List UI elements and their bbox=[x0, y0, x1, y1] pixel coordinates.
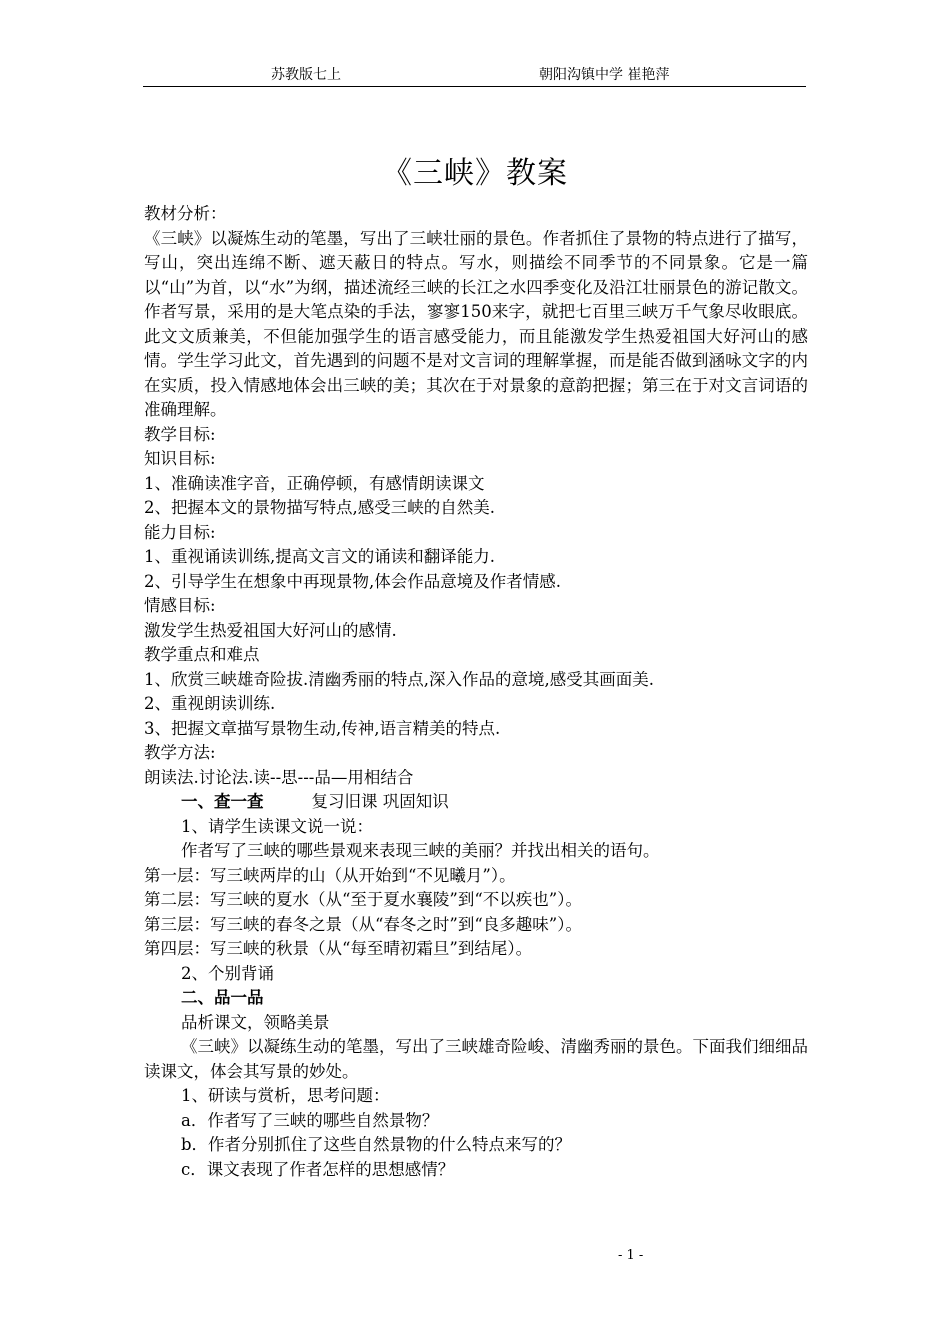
knowledge-item: 2、把握本文的景物描写特点,感受三峡的自然美. bbox=[144, 498, 495, 517]
emotion-text: 激发学生热爱祖国大好河山的感情. bbox=[144, 620, 397, 640]
section2-step1: 1、研读与赏析，思考问题： bbox=[181, 1086, 390, 1105]
header-right: 朝阳沟镇中学 崔艳萍 bbox=[539, 67, 670, 83]
page-number: - 1 - bbox=[618, 1248, 644, 1263]
section2-title: 二、品一品 bbox=[181, 988, 264, 1007]
method-text: 朗读法.讨论法.读--思---品—用相结合 bbox=[144, 767, 414, 787]
key-points-heading: 教学重点和难点 bbox=[144, 645, 260, 664]
question-item: b．作者分别抓住了这些自然景物的什么特点来写的？ bbox=[181, 1135, 572, 1154]
layer-item: 第一层：写三峡两岸的山（从开始到“不见曦月”）。 bbox=[144, 865, 516, 885]
layer-item: 第三层：写三峡的春冬之景（从“春冬之时”到“良多趣味”）。 bbox=[144, 914, 582, 934]
section1-step2: 2、个别背诵 bbox=[181, 963, 274, 983]
section1-step1: 1、请学生读课文说一说： bbox=[181, 816, 373, 836]
layer-item: 第四层：写三峡的秋景（从“每至晴初霜旦”到结尾）。 bbox=[144, 939, 533, 958]
analysis-text: 《三峡》以凝炼生动的笔墨，写出了三峡壮丽的景色。作者抓住了景物的特点进行了描写，写山，突出连绵不断、遮天蔽日的特点。写水，则描绘不同季节的不同景象。它是一篇以“山”为首，以“水”为纲，描述流经三峡的长江之水四季变化及沿江壮丽景色的游记散文。作者写景，采用的是大笔点染的手法，寥寥150来字，就把七百里三峡万千气象尽收眼底。此文文质兼美，不但能加强学生的语言感受能力，而且能激发学生热爱祖国大好河山的感情。学生学习此文，首先遇到的问题不是对文言词的理解掌握，而是能否做到涵咏文字的内在实质，投入情感地体会出三峡的美；其次在于对景象的意韵把握；第三在于对文言词语的准确理解。 bbox=[144, 228, 808, 419]
knowledge-heading: 知识目标: bbox=[144, 449, 216, 468]
goals-heading: 教学目标: bbox=[144, 424, 216, 444]
section1-subtitle: 复习旧课 巩固知识 bbox=[311, 792, 449, 811]
method-heading: 教学方法: bbox=[144, 743, 216, 762]
section1-title: 一、查一查 bbox=[181, 792, 264, 811]
page-header bbox=[143, 64, 806, 87]
document-title: 《三峡》教案 bbox=[382, 156, 568, 191]
ability-heading: 能力目标: bbox=[144, 522, 216, 542]
question-item: a．作者写了三峡的哪些自然景物？ bbox=[181, 1110, 439, 1130]
ability-item: 1、重视诵读训练,提高文言文的诵读和翻译能力. bbox=[144, 547, 495, 566]
emotion-heading: 情感目标: bbox=[144, 596, 216, 615]
section1-heading bbox=[144, 790, 808, 815]
knowledge-item: 1、准确读准字音，正确停顿，有感情朗读课文 bbox=[144, 473, 485, 493]
key-point-item: 1、欣赏三峡雄奇险拔.清幽秀丽的特点,深入作品的意境,感受其画面美. bbox=[144, 669, 654, 689]
document-body bbox=[144, 202, 808, 1182]
header-left: 苏教版七上 bbox=[271, 67, 341, 83]
key-point-item: 2、重视朗读训练. bbox=[144, 694, 276, 713]
analysis-heading: 教材分析： bbox=[144, 204, 227, 223]
section2-text: 《三峡》以凝练生动的笔墨，写出了三峡雄奇险峻、清幽秀丽的景色。下面我们细细品读课文，体会其写景的妙处。 bbox=[144, 1037, 808, 1081]
ability-item: 2、引导学生在想象中再现景物,体会作品意境及作者情感. bbox=[144, 571, 561, 591]
key-point-item: 3、把握文章描写景物生动,传神,语言精美的特点. bbox=[144, 718, 501, 738]
section1-question: 作者写了三峡的哪些景观来表现三峡的美丽？并找出相关的语句。 bbox=[181, 841, 660, 860]
question-item: c．课文表现了作者怎样的思想感情？ bbox=[181, 1159, 455, 1179]
section2-subtitle: 品析课文，领略美景 bbox=[181, 1012, 330, 1032]
layer-item: 第二层：写三峡的夏水（从“至于夏水襄陵”到“不以疾也”）。 bbox=[144, 890, 582, 909]
